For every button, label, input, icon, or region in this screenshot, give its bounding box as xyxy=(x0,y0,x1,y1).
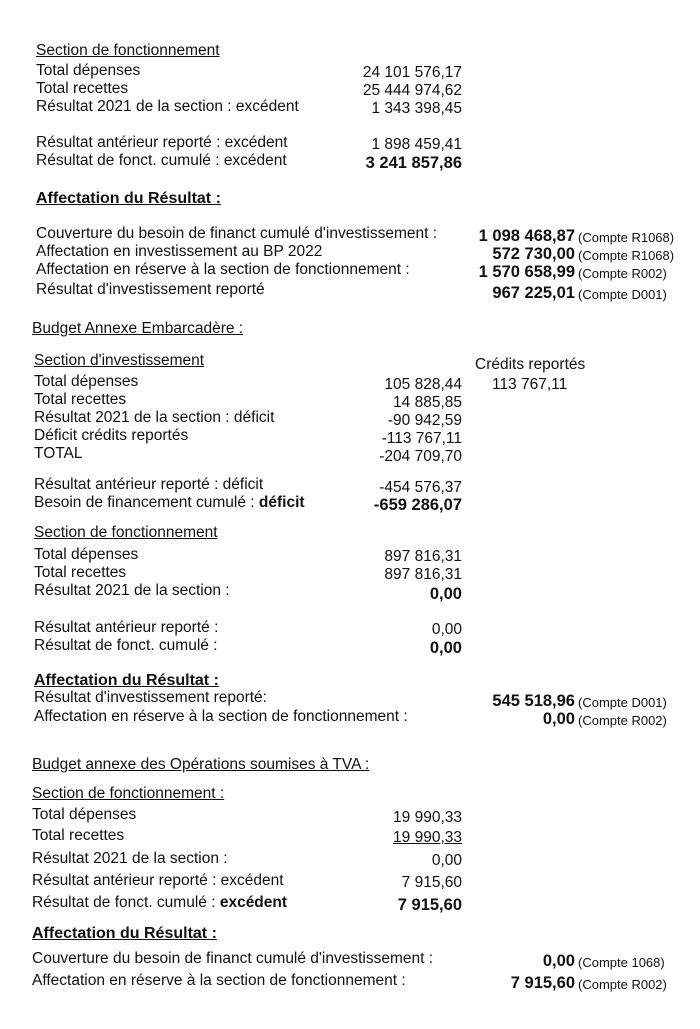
affectation-label: Affectation en investissement au BP 2022 xyxy=(36,243,323,260)
affectation-value: 7 915,60 xyxy=(510,974,575,992)
row-value-total: 3 241 857,86 xyxy=(365,154,462,172)
row-value: 0,00 xyxy=(429,639,462,657)
affectation-title: Affectation du Résultat : xyxy=(34,672,219,689)
row-label: Total recettes xyxy=(34,564,127,581)
section-title: Section de fonctionnement xyxy=(34,524,218,541)
row-label: Résultat 2021 de la section : xyxy=(34,582,230,599)
row-value: 897 816,31 xyxy=(384,566,462,583)
affectation-label: Affectation en réserve à la section de fonctionnement : xyxy=(32,972,406,989)
row-label-text: Besoin de financement cumulé : xyxy=(34,494,255,511)
compte-label: (Compte R002) xyxy=(578,266,667,281)
credits-header: Crédits reportés xyxy=(475,356,586,373)
row-value: 105 828,44 xyxy=(384,376,462,393)
row-value: 19 990,33 xyxy=(393,829,462,846)
row-value: 19 990,33 xyxy=(393,809,462,826)
compte-label: (Compte R1068) xyxy=(578,230,675,245)
row-value: 1 898 459,41 xyxy=(371,136,462,153)
section-title: Section de fonctionnement xyxy=(36,42,220,59)
compte-label: (Compte R002) xyxy=(578,977,667,992)
affectation-value: 0,00 xyxy=(542,952,575,970)
affectation-label: Couverture du besoin de financt cumulé d'investissement : xyxy=(32,950,434,967)
affectation-label: Affectation en réserve à la section de fonctionnement : xyxy=(36,261,410,278)
row-value: 0,00 xyxy=(431,621,462,638)
row-label: Résultat antérieur reporté : déficit xyxy=(34,476,264,493)
row-label: Total dépenses xyxy=(32,806,137,823)
row-value-total: -659 286,07 xyxy=(373,496,462,514)
budget-title: Budget annexe des Opérations soumises à TVA : xyxy=(32,756,370,773)
row-value: 24 101 576,17 xyxy=(362,64,462,81)
row-value: 1 343 398,45 xyxy=(371,100,462,117)
affectation-title: Affectation du Résultat : xyxy=(36,190,221,207)
affectation-value: 1 098 468,87 xyxy=(478,227,575,245)
affectation-value: 967 225,01 xyxy=(492,284,575,302)
row-label: Total recettes xyxy=(32,827,125,844)
row-label: Résultat de fonct. cumulé : excédent xyxy=(36,152,287,169)
row-value: 7 915,60 xyxy=(401,874,462,891)
credits-value: 113 767,11 xyxy=(492,376,568,393)
row-label: Total recettes xyxy=(34,391,127,408)
row-value: -204 709,70 xyxy=(379,448,462,465)
row-label: Résultat de fonct. cumulé : xyxy=(34,637,218,654)
compte-label: (Compte D001) xyxy=(578,695,667,710)
row-value: -454 576,37 xyxy=(379,479,462,496)
compte-label: (Compte R002) xyxy=(578,713,667,728)
row-value: 14 885,85 xyxy=(393,394,462,411)
affectation-title: Affectation du Résultat : xyxy=(32,925,217,942)
affectation-label: Affectation en réserve à la section de fonctionnement : xyxy=(34,708,408,725)
row-label: Total dépenses xyxy=(36,62,141,79)
affectation-value: 572 730,00 xyxy=(492,245,575,263)
section-title: Section d'investissement xyxy=(34,352,205,369)
row-label: Total dépenses xyxy=(34,546,139,563)
row-label-bold: excédent xyxy=(219,894,288,911)
row-label-bold: déficit xyxy=(258,494,305,511)
row-label xyxy=(34,494,305,512)
row-label: Total recettes xyxy=(36,80,129,97)
row-label: TOTAL xyxy=(34,445,83,462)
row-value-total: 7 915,60 xyxy=(397,896,462,914)
row-label-text: Résultat de fonct. cumulé : xyxy=(32,894,216,911)
row-label: Déficit crédits reportés xyxy=(34,427,189,444)
affectation-label: Résultat d'investissement reporté: xyxy=(34,689,267,706)
compte-label: (Compte D001) xyxy=(578,287,667,302)
row-label: Résultat 2021 de la section : déficit xyxy=(34,409,275,426)
affectation-value: 0,00 xyxy=(542,710,575,728)
row-label: Résultat antérieur reporté : excédent xyxy=(36,134,288,151)
row-label: Résultat 2021 de la section : xyxy=(32,850,228,867)
row-value: -113 767,11 xyxy=(381,430,462,447)
affectation-value: 545 518,96 xyxy=(492,692,575,710)
row-value: 897 816,31 xyxy=(384,548,462,565)
row-value: 0,00 xyxy=(431,852,462,869)
affectation-label: Résultat d'investissement reporté xyxy=(36,281,265,298)
compte-label: (Compte R1068) xyxy=(578,248,675,263)
row-label: Résultat 2021 de la section : excédent xyxy=(36,98,299,115)
row-label: Total dépenses xyxy=(34,373,139,390)
row-value: 25 444 974,62 xyxy=(362,82,462,99)
row-value: -90 942,59 xyxy=(387,412,462,429)
row-label: Résultat antérieur reporté : excédent xyxy=(32,872,284,889)
affectation-value: 1 570 658,99 xyxy=(478,263,575,281)
compte-label: (Compte 1068) xyxy=(578,955,665,970)
row-label: Résultat antérieur reporté : xyxy=(34,619,219,636)
budget-title: Budget Annexe Embarcadère : xyxy=(32,320,244,337)
section-title: Section de fonctionnement : xyxy=(32,785,225,802)
row-value: 0,00 xyxy=(429,585,462,603)
affectation-label: Couverture du besoin de financt cumulé d'investissement : xyxy=(36,225,438,242)
row-label xyxy=(32,894,287,912)
